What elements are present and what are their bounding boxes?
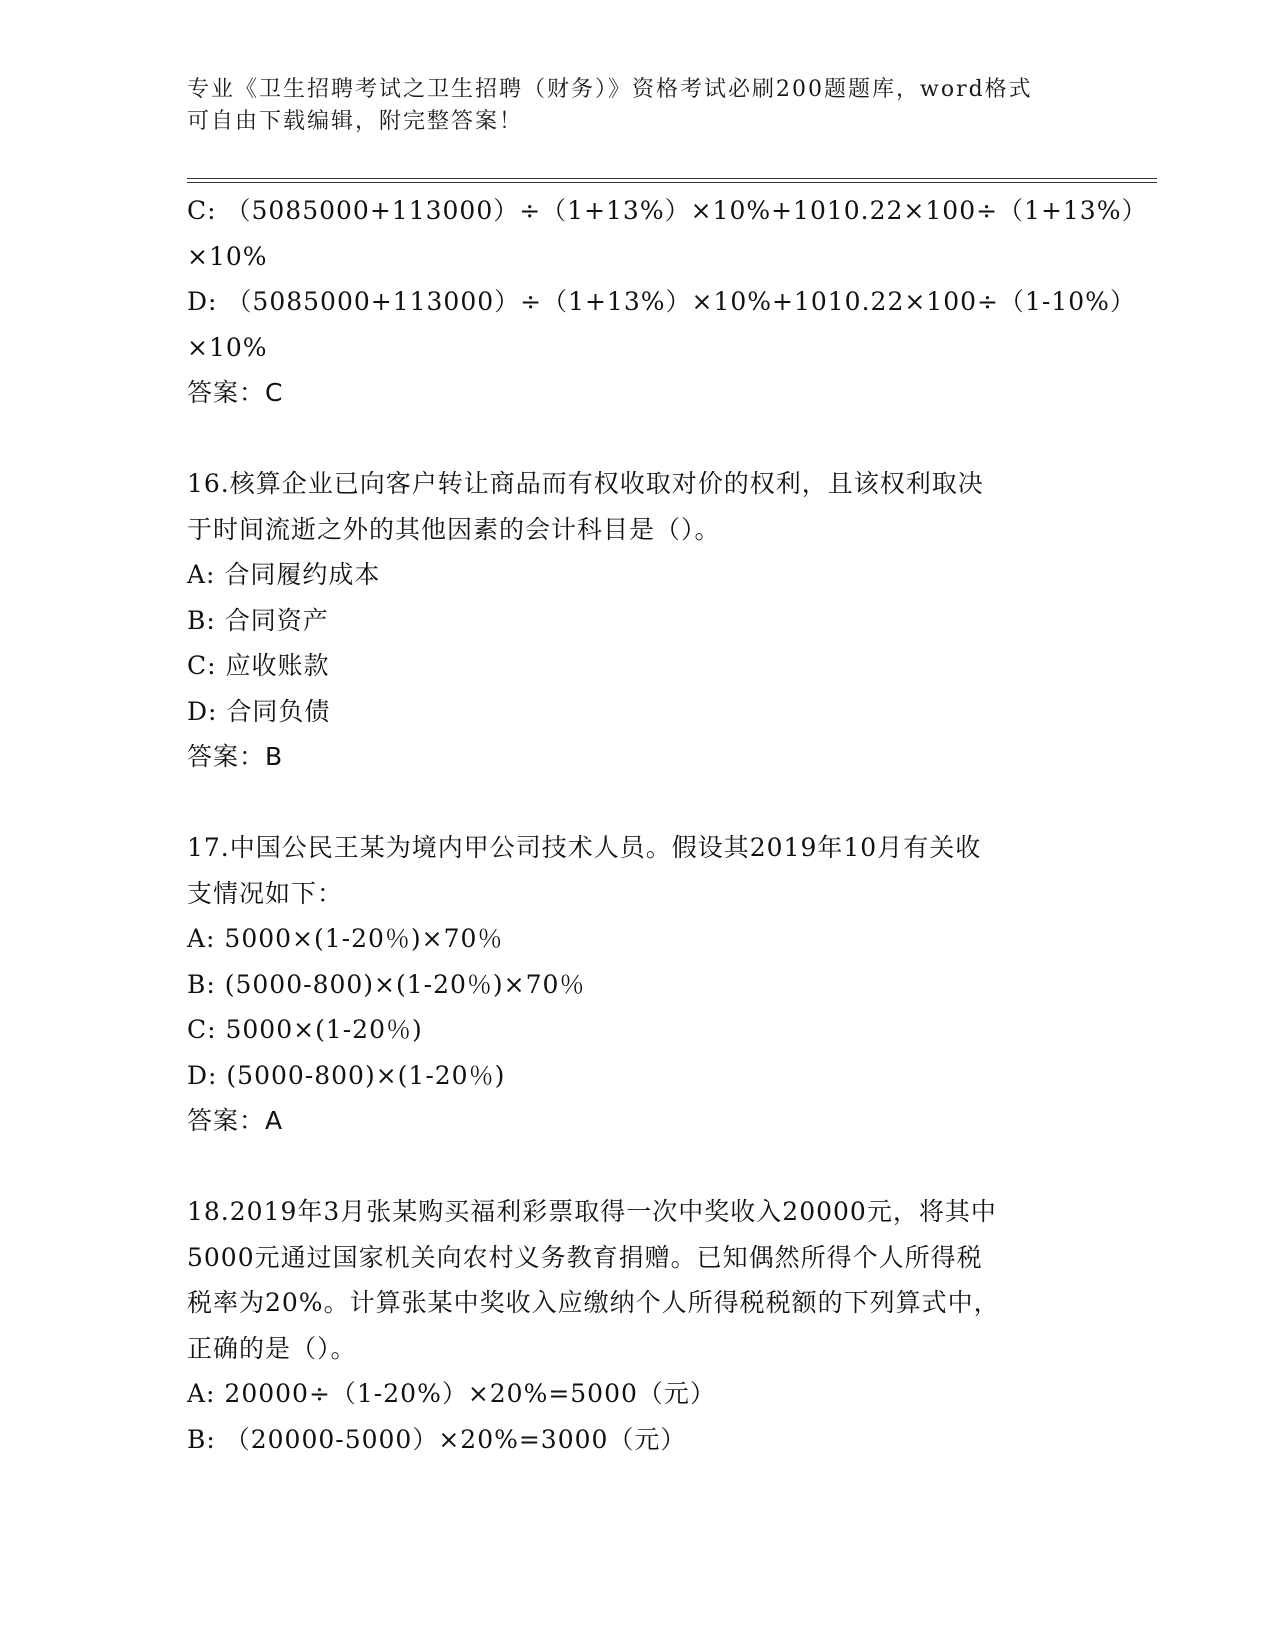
question-18-stem-line-4: 正确的是（）。 xyxy=(187,1333,357,1363)
question-18-stem-line-2: 5000元通过国家机关向农村义务教育捐赠。已知偶然所得个人所得税 xyxy=(187,1242,983,1272)
spacer xyxy=(187,1144,1087,1190)
option-c: C: 应收账款 xyxy=(187,651,330,680)
option-a: A: 20000÷（1-20%）×20%=5000（元） xyxy=(187,1379,716,1408)
option-d: D: (5000-800)×(1-20％) xyxy=(187,1060,506,1090)
spacer xyxy=(187,780,1087,826)
header-rule-bottom xyxy=(187,182,1157,183)
option-c-line-1: C: （5085000+113000）÷（1+13%）×10%+1010.22×100÷（1+13%） xyxy=(187,196,1148,225)
option-d-line-1: D: （5085000+113000）÷（1+13%）×10%+1010.22×100÷（1-10%） xyxy=(187,287,1136,316)
option-d-line-2: ×10% xyxy=(187,332,268,362)
option-d: D: 合同负债 xyxy=(187,696,331,726)
option-a: A: 合同履约成本 xyxy=(187,560,381,589)
question-18-stem-line-1: 18.2019年3月张某购买福利彩票取得一次中奖收入20000元，将其中 xyxy=(187,1197,997,1226)
document-header xyxy=(187,74,1087,138)
question-16 xyxy=(187,461,1087,780)
option-b: B: 合同资产 xyxy=(187,605,329,635)
option-a: A: 5000×(1-20％)×70％ xyxy=(187,924,504,953)
question-18-stem-line-3: 税率为20%。计算张某中奖收入应缴纳个人所得税税额的下列算式中， xyxy=(187,1288,1000,1317)
question-17-stem-line-2: 支情况如下： xyxy=(187,878,344,908)
answer-17: 答案：A xyxy=(187,1106,284,1135)
question-17 xyxy=(187,825,1087,1144)
spacer xyxy=(187,416,1087,462)
option-b: B: (5000-800)×(1-20％)×70％ xyxy=(187,969,586,999)
document-body xyxy=(187,188,1148,1462)
option-b: B: （20000-5000）×20%=3000（元） xyxy=(187,1424,687,1454)
option-c-line-2: ×10% xyxy=(187,241,268,271)
question-17-stem-line-1: 17.中国公民王某为境内甲公司技术人员。假设其2019年10月有关收 xyxy=(187,833,982,862)
header-rule-top xyxy=(187,178,1157,179)
answer-15: 答案：C xyxy=(187,378,284,407)
question-16-stem-line-1: 16.核算企业已向客户转让商品而有权收取对价的权利，且该权利取决 xyxy=(187,469,984,498)
question-18 xyxy=(187,1189,1087,1462)
header-line-1: 专业《卫生招聘考试之卫生招聘（财务）》资格考试必刷200题题库，word格式 xyxy=(187,77,1033,102)
answer-16: 答案：B xyxy=(187,742,284,771)
question-16-stem-line-2: 于时间流逝之外的其他因素的会计科目是（）。 xyxy=(187,514,721,544)
option-c: C: 5000×(1-20％) xyxy=(187,1015,423,1044)
header-line-2: 可自由下载编辑，附完整答案！ xyxy=(187,109,524,134)
question-15-remainder xyxy=(187,188,1148,416)
